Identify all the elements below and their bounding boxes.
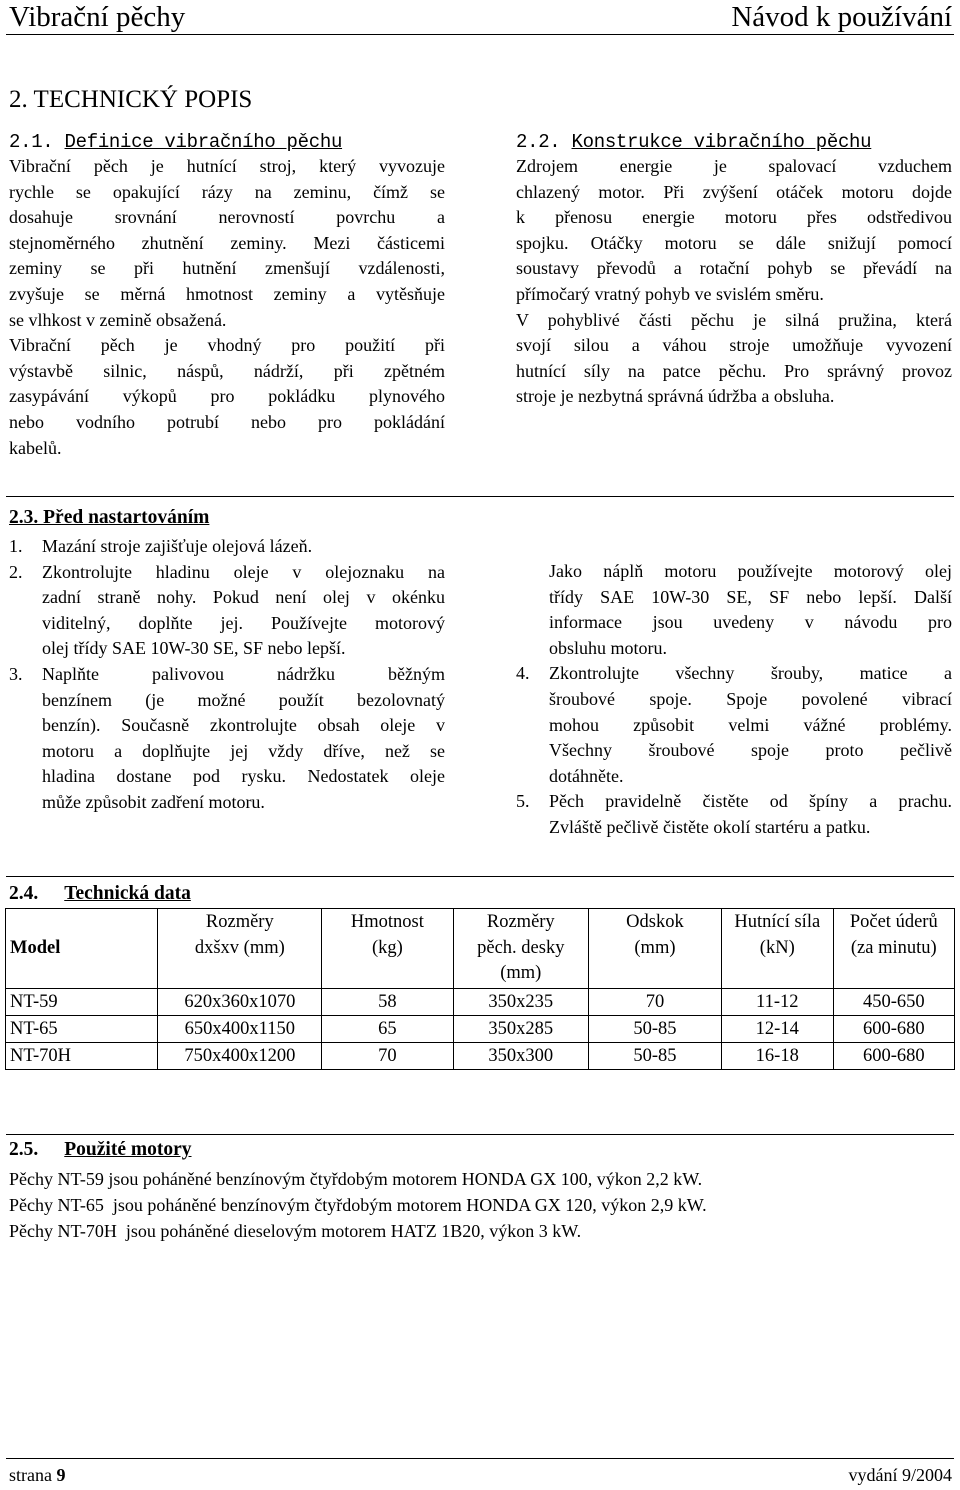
table-row	[6, 1016, 955, 1043]
list-item-line: Mazání stroje zajišťuje olejová lázeň.	[42, 536, 313, 556]
text-line: k přenosu energie motoru přes odstředivou	[516, 207, 952, 228]
table-cell: 620x360x1070	[158, 989, 322, 1016]
list-item-number: 1.	[9, 536, 23, 556]
list-item	[516, 789, 952, 840]
list-item-line: Jako náplň motoru používejte motorový olej	[549, 561, 952, 581]
list-item-line: Naplňte palivovou nádržku běžným	[42, 663, 445, 684]
list-item-number: 5.	[516, 791, 530, 812]
table-cell: NT-70H	[6, 1043, 158, 1070]
list-item-line: Zvláště pečlivě čistěte okolí startéru a patku.	[549, 816, 871, 837]
table-cell: 50-85	[588, 1016, 721, 1043]
divider-2-3	[6, 496, 954, 497]
section-2-3-title-text: 2.3. Před nastartováním	[9, 507, 210, 528]
list-item-line: Zkontrolujte všechny šrouby, matice a	[549, 663, 952, 684]
section-2-1-title-text: Definice vibračního pěchu	[64, 131, 343, 153]
text-line: zasypávání výkopů pro pokládku plynového	[9, 386, 445, 407]
list-item-line: viditelný, doplňte jej. Používejte motorový	[42, 612, 445, 633]
table-header-cell: Počet úderů (za minutu)	[833, 909, 954, 989]
list-item-line: Pěch pravidelně čistěte od špíny a prachu.	[549, 791, 952, 812]
footer-edition: vydání 9/2004	[848, 1465, 952, 1485]
checklist-left	[9, 534, 445, 816]
section-2-4-title-text: Technická data	[64, 883, 191, 904]
engine-line: Pěchy NT-59 jsou poháněné benzínovým čtyřdobým motorem HONDA GX 100, výkon 2,2 kW.	[9, 1169, 703, 1189]
list-item-line: dotáhněte.	[549, 765, 624, 786]
divider-2-4	[6, 876, 954, 877]
section-2-1	[9, 130, 445, 461]
checklist-right	[516, 559, 952, 841]
table-cell: 16-18	[721, 1043, 833, 1070]
text-line: Zdrojem energie je spalovací vzduchem	[516, 156, 952, 176]
header-title: Vibrační pěchy	[9, 1, 186, 33]
table-cell: 11-12	[721, 989, 833, 1016]
list-item-line: Zkontrolujte hladinu oleje v olejoznaku na	[42, 561, 445, 582]
table-cell: 600-680	[833, 1043, 954, 1070]
table-cell: 70	[588, 989, 721, 1016]
section-2-5-title	[9, 1138, 192, 1162]
text-line: kabelů.	[9, 437, 62, 458]
section-2-5-title-text: Použité motory	[64, 1139, 192, 1160]
table-cell: 12-14	[721, 1016, 833, 1043]
list-item-line: třídy SAE 10W-30 SE, SF nebo lepší. Další	[549, 586, 952, 607]
list-item-number: 4.	[516, 663, 530, 684]
section-2-3-title	[9, 506, 209, 530]
section-2-4-title	[9, 882, 191, 906]
list-item-line: může způsobit zadření motoru.	[42, 791, 265, 812]
list-item	[9, 560, 445, 662]
table-cell: NT-65	[6, 1016, 158, 1043]
technical-data-table	[5, 908, 955, 1070]
text-line: svojí silou a váhou stroje umožňuje vyvození	[516, 335, 952, 356]
text-line: dosahuje srovnání nerovností povrchu a	[9, 207, 445, 228]
table-header-row	[6, 909, 955, 989]
text-line: stroje je nezbytná správná údržba a obsluha.	[516, 386, 835, 407]
table-row	[6, 989, 955, 1016]
footer-page-number: 9	[56, 1465, 66, 1485]
text-line: hutnící síly na patce pěchu. Pro správný provoz	[516, 360, 952, 381]
engines-list	[9, 1166, 949, 1244]
section-2-2	[516, 130, 952, 410]
table-header-cell: Hutnící síla (kN)	[721, 909, 833, 989]
list-item-line: hladina dostane pod rysku. Nedostatek oleje	[42, 766, 445, 787]
section-title: 2. TECHNICKÝ POPIS	[9, 86, 253, 113]
table-header-cell: Hmotnost (kg)	[322, 909, 454, 989]
text-line: V pohyblivé části pěchu je silná pružina, která	[516, 309, 952, 330]
table-cell: 650x400x1150	[158, 1016, 322, 1043]
list-item-number: 2.	[9, 561, 23, 582]
footer-page-label: strana	[9, 1465, 52, 1485]
section-2-1-title: 2.1. Definice vibračního pěchu	[9, 131, 343, 153]
table-cell: 58	[322, 989, 454, 1016]
text-line: zvyšuje se měrná hmotnost zeminy a vytěsňuje	[9, 283, 445, 304]
table-cell: 65	[322, 1016, 454, 1043]
list-item	[9, 662, 445, 816]
table-cell: 600-680	[833, 1016, 954, 1043]
section-2-4-number: 2.4.	[9, 883, 39, 904]
engine-line: Pěchy NT-65 jsou poháněné benzínovým čtyřdobým motorem HONDA GX 120, výkon 2,9 kW.	[9, 1195, 707, 1215]
text-line: chlazený motor. Při zvýšení otáček motoru dojde	[516, 181, 952, 202]
list-item-line: Všechny šroubové spoje proto pečlivě	[549, 740, 952, 761]
text-line: spojku. Otáčky motoru se dále snižují pomocí	[516, 232, 952, 253]
list-item-line: motoru a doplňujte jej vždy dříve, než se	[42, 740, 445, 761]
text-line: soustavy převodů a rotační pohyb se převádí na	[516, 258, 952, 279]
text-line: přímočarý vratný pohyb ve svislém směru.	[516, 283, 824, 304]
table-cell: 450-650	[833, 989, 954, 1016]
definition-paragraph-2	[9, 333, 445, 461]
table-header-cell: Model	[6, 909, 158, 989]
list-item-line: šroubové spoje. Spoje povolené vibrací	[549, 688, 952, 709]
text-line: rychle se opakující rázy na zeminu, čímž se	[9, 181, 445, 202]
engine-line: Pěchy NT-70H jsou poháněné dieselovým motorem HATZ 1B20, výkon 3 kW.	[9, 1221, 582, 1241]
text-line: Vibrační pěch je vhodný pro použití při	[9, 335, 445, 356]
text-line: zeminy se při hutnění zmenšují vzdálenosti,	[9, 258, 445, 279]
header-rule	[6, 34, 954, 35]
footer-rule	[6, 1458, 954, 1459]
text-line: stejnoměrného zhutnění zeminy. Mezi částicemi	[9, 232, 445, 253]
list-item-line: zadní straně nohy. Pokud není olej v okénku	[42, 587, 445, 608]
list-item-line: benzín). Současně zkontrolujte obsah oleje v	[42, 715, 445, 736]
text-line: výstavbě silnic, náspů, nádrží, při zpětném	[9, 360, 445, 381]
list-item-continuation	[516, 559, 952, 661]
section-2-5-number: 2.5.	[9, 1139, 39, 1160]
construction-paragraph-2	[516, 308, 952, 410]
section-2-2-title-text: Konstrukce vibračního pěchu	[571, 131, 872, 153]
table-cell: NT-59	[6, 989, 158, 1016]
section-2-2-title: 2.2. Konstrukce vibračního pěchu	[516, 131, 872, 153]
divider-2-5	[6, 1134, 954, 1135]
list-item	[9, 534, 445, 560]
construction-paragraph-1	[516, 154, 952, 308]
list-item-line: obsluhu motoru.	[549, 637, 668, 658]
table-cell: 750x400x1200	[158, 1043, 322, 1070]
table-row	[6, 1043, 955, 1070]
list-item-number: 3.	[9, 663, 23, 684]
list-item-line: benzínem (je možné použít bezolovnatý	[42, 689, 445, 710]
list-item	[516, 661, 952, 789]
text-line: Vibrační pěch je hutnící stroj, který vyvozuje	[9, 156, 445, 176]
text-line: se vlhkost v zemině obsažená.	[9, 309, 227, 330]
table-header-cell: Rozměry pěch. desky (mm)	[453, 909, 588, 989]
footer-page	[9, 1464, 65, 1486]
list-item-line: informace jsou uvedeny v návodu pro	[549, 612, 952, 633]
table-cell: 350x300	[453, 1043, 588, 1070]
list-item-line: mohou způsobit velmi vážné problémy.	[549, 714, 952, 735]
list-item-line: olej třídy SAE 10W-30 SE, SF nebo lepší.	[42, 638, 346, 659]
table-header-cell: Odskok (mm)	[588, 909, 721, 989]
table-cell: 350x235	[453, 989, 588, 1016]
table-header-cell: Rozměry dxšxv (mm)	[158, 909, 322, 989]
header-subtitle: Návod k používání	[731, 1, 952, 33]
table-cell: 70	[322, 1043, 454, 1070]
text-line: nebo vodního potrubí nebo pro pokládání	[9, 411, 445, 432]
table-cell: 350x285	[453, 1016, 588, 1043]
table-cell: 50-85	[588, 1043, 721, 1070]
definition-paragraph-1	[9, 154, 445, 333]
